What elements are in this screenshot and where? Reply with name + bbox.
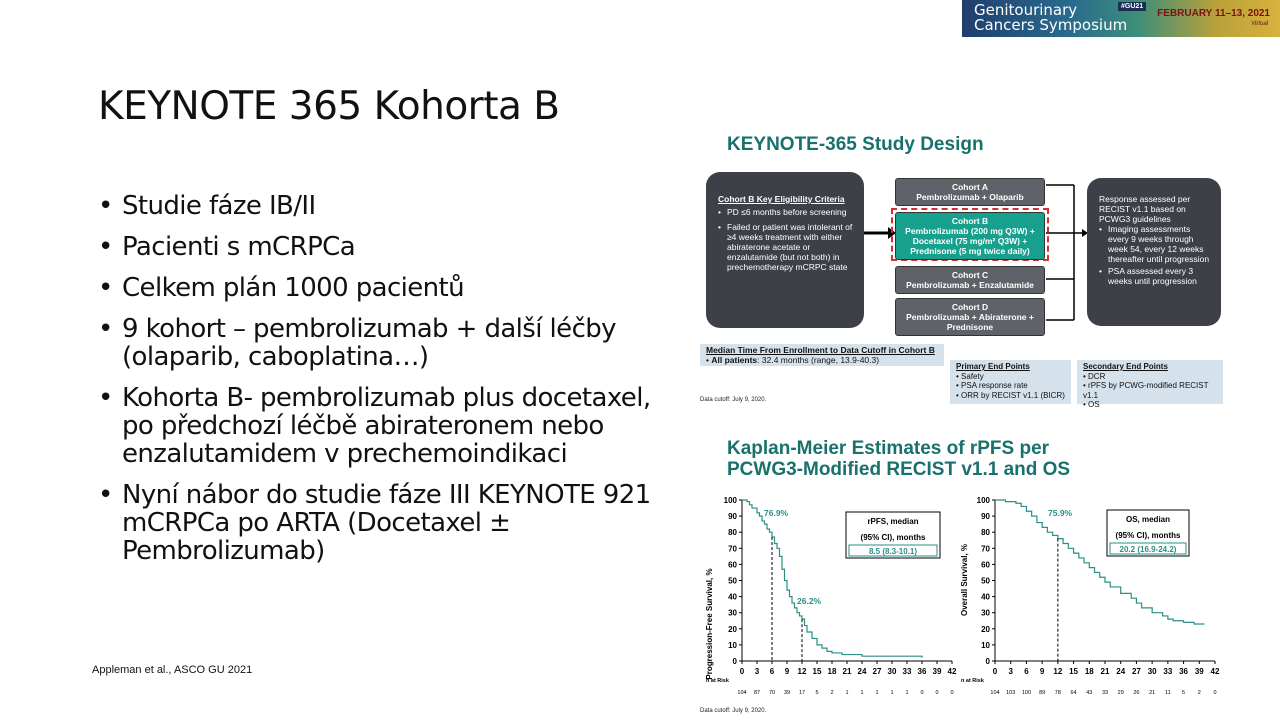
x-tick-label: 9 — [784, 667, 790, 676]
rpfs-ylabel: Progression-Free Survival, % — [705, 568, 714, 680]
cohort-c-box — [895, 266, 1045, 294]
x-tick-label: 42 — [947, 667, 957, 676]
bullet-dot: • — [98, 480, 113, 510]
km-title-line2: PCWG3-Modified RECIST v1.1 and OS — [727, 459, 1071, 480]
bullet-dot: • — [98, 232, 113, 262]
cohort-c-label: Cohort C — [951, 270, 989, 280]
secondary-heading: Secondary End Points — [1083, 362, 1168, 371]
design-cutoff: Data cutoff: July 9, 2020. — [700, 397, 767, 403]
x-tick-label: 36 — [1179, 667, 1189, 676]
x-tick-label: 12 — [1053, 667, 1063, 676]
at-risk-count: 5 — [1182, 690, 1186, 696]
x-tick-label: 3 — [1008, 667, 1013, 676]
cohort-a-label: Cohort A — [951, 182, 989, 192]
at-risk-count: 89 — [1039, 690, 1046, 696]
km-title-line1: Kaplan-Meier Estimates of rPFS per — [727, 438, 1050, 459]
y-tick-label: 10 — [728, 640, 737, 650]
banner-virtual: Virtual — [1251, 21, 1268, 27]
study-design-title: KEYNOTE-365 Study Design — [727, 134, 984, 155]
x-tick-label: 18 — [827, 667, 837, 676]
banner-line2: Cancers Symposium — [974, 16, 1128, 34]
at-risk-count: 104 — [737, 690, 747, 696]
x-tick-label: 15 — [812, 667, 822, 676]
cohort-b-label: Cohort B — [951, 216, 989, 226]
x-tick-label: 36 — [917, 667, 927, 676]
x-tick-label: 33 — [1163, 667, 1173, 676]
at-risk-count: 1 — [905, 690, 909, 696]
eligibility-heading: Cohort B Key Eligibility Criteria — [718, 194, 845, 204]
eligibility-item: • Failed or patient was intolerant of ≥4 weeks treatment with either abiraterone acetate or enzalutamide (but not both) in prechemotherapy mCRPC state — [718, 222, 854, 272]
symposium-banner — [962, 0, 1280, 37]
x-tick-label: 39 — [1194, 667, 1204, 676]
cohort-c-regimen: Pembrolizumab + Enzalutamide — [906, 280, 1034, 290]
bullet-dot: • — [98, 191, 113, 221]
bullet-item — [98, 315, 658, 371]
at-risk-count: 17 — [798, 690, 806, 696]
rpfs-annotation-12m: 26.2% — [797, 596, 822, 606]
secondary-item-text: DCR — [1088, 371, 1106, 381]
x-tick-label: 27 — [1131, 667, 1141, 676]
at-risk-count: 104 — [990, 690, 1000, 696]
cohort-b-box — [895, 212, 1045, 260]
os-legend-sub: (95% CI), months — [1115, 531, 1181, 540]
os-x-ticks — [993, 661, 1220, 676]
median-followup-box — [700, 344, 944, 366]
bullet-item — [98, 274, 658, 302]
secondary-item: • OS — [1083, 400, 1100, 409]
secondary-item: • rPFS by PCWG-modified RECIST v1.1 — [1083, 381, 1209, 400]
x-tick-label: 30 — [1147, 667, 1157, 676]
rpfs-at-risk-row — [737, 690, 953, 696]
citation: Appleman et al., ASCO GU 2021 — [92, 664, 253, 676]
median-value: : 32.4 months (range, 13.9-40.3) — [757, 355, 880, 365]
rpfs-legend-value: 8.5 (8.3-10.1) — [868, 547, 918, 556]
y-tick-label: 50 — [728, 576, 737, 586]
cohort-d-label: Cohort D — [951, 302, 989, 312]
at-risk-count: 103 — [1006, 690, 1016, 696]
bullet-text: Celkem plán 1000 pacientů — [122, 273, 465, 303]
cohort-a-box — [895, 178, 1045, 206]
rpfs-km-plot — [700, 490, 955, 700]
at-risk-count: 43 — [1086, 690, 1093, 696]
at-risk-count: 70 — [768, 690, 776, 696]
x-tick-label: 6 — [1024, 667, 1029, 676]
os-ylabel: Overall Survival, % — [960, 543, 969, 617]
banner-date: FEBRUARY 11–13, 2021 — [1157, 8, 1270, 19]
cohort-d-line1: Pembrolizumab + Abiraterone + — [906, 312, 1034, 322]
cohort-d-box — [895, 298, 1045, 336]
y-tick-label: 20 — [728, 624, 737, 634]
os-km-plot — [955, 490, 1220, 700]
primary-item: • ORR by RECIST v1.1 (BICR) — [956, 390, 1065, 400]
os-legend-title: OS, median — [1125, 515, 1171, 524]
bullet-text: Pacienti s mCRPCa — [122, 232, 356, 262]
y-tick-label: 70 — [728, 544, 737, 554]
response-item: • Imaging assessments every 9 weeks through week 54, every 12 weeks thereafter until progression — [1099, 224, 1211, 264]
rpfs-at-risk-label: n at Risk — [706, 678, 729, 684]
at-risk-count: 33 — [1101, 690, 1109, 696]
km-title — [727, 438, 1070, 480]
slide-title: KEYNOTE 365 Kohorta B — [98, 84, 560, 129]
y-tick-label: 100 — [723, 496, 737, 505]
at-risk-count: 29 — [1117, 690, 1124, 696]
km-cutoff: Data cutoff: July 9, 2020. — [700, 708, 767, 714]
secondary-item: • DCR — [1083, 371, 1106, 381]
at-risk-count: 0 — [935, 690, 939, 696]
median-heading: Median Time From Enrollment to Data Cutoff in Cohort B — [706, 345, 935, 355]
y-tick-label: 60 — [728, 560, 737, 570]
at-risk-count: 0 — [950, 690, 954, 696]
primary-endpoints-box — [950, 360, 1071, 404]
x-tick-label: 6 — [769, 667, 775, 676]
at-risk-count: 64 — [1070, 690, 1077, 696]
primary-item-text: Safety — [961, 371, 984, 381]
bullet-dot: • — [98, 314, 113, 344]
at-risk-count: 1 — [890, 690, 894, 696]
x-tick-label: 39 — [932, 667, 942, 676]
cohort-b-line2: Docetaxel (75 mg/m² Q3W) + — [912, 236, 1028, 246]
bullet-item — [98, 233, 658, 261]
os-legend-value: 20.2 (16.9-24.2) — [1119, 545, 1177, 554]
at-risk-count: 1 — [875, 690, 879, 696]
eligibility-box — [706, 172, 864, 328]
at-risk-count: 2 — [830, 690, 834, 696]
os-y-ticks — [977, 496, 995, 666]
at-risk-count: 0 — [920, 690, 924, 696]
y-tick-label: 0 — [732, 657, 737, 666]
primary-item: • PSA response rate — [956, 381, 1028, 390]
y-tick-label: 60 — [981, 560, 990, 570]
bullet-item — [98, 384, 658, 468]
secondary-item-text: rPFS by PCWG-modified RECIST v1.1 — [1083, 381, 1209, 400]
y-tick-label: 80 — [728, 528, 737, 538]
x-tick-label: 24 — [857, 667, 867, 676]
bullet-item — [98, 481, 658, 565]
y-tick-label: 100 — [976, 496, 990, 505]
at-risk-count: 87 — [753, 690, 761, 696]
rpfs-x-ticks — [740, 661, 957, 676]
eligibility-item: • PD ≤6 months before screening — [718, 207, 854, 217]
banner-line1: Genitourinary — [974, 1, 1078, 19]
x-tick-label: 18 — [1084, 667, 1094, 676]
os-at-risk-label: n at Risk — [961, 678, 984, 684]
cohort-d-line2: Prednisone — [946, 322, 994, 332]
response-intro: Response assessed per RECIST v1.1 based on PCWG3 guidelines — [1099, 194, 1191, 224]
rpfs-annotation-6m: 76.9% — [764, 508, 789, 518]
y-tick-label: 90 — [728, 512, 737, 522]
y-tick-label: 90 — [981, 512, 990, 522]
bullet-text: Studie fáze IB/II — [122, 191, 316, 221]
at-risk-count: 78 — [1054, 690, 1061, 696]
x-tick-label: 21 — [1100, 667, 1110, 676]
cohort-b-line3: Prednisone (5 mg twice daily) — [910, 246, 1030, 256]
bullet-text: Nyní nábor do studie fáze III KEYNOTE 921 mCRPCa po ARTA (Docetaxel ± Pembrolizumab) — [122, 480, 651, 566]
x-tick-label: 3 — [754, 667, 760, 676]
bullet-dot: • — [98, 273, 113, 303]
banner-tag: #GU21 — [1118, 2, 1146, 11]
os-at-risk-row — [990, 690, 1216, 696]
secondary-endpoints-box — [1077, 360, 1223, 409]
at-risk-count: 5 — [815, 690, 819, 696]
bullet-item — [98, 192, 658, 220]
rpfs-y-ticks — [724, 496, 742, 666]
at-risk-count: 1 — [860, 690, 864, 696]
at-risk-count: 0 — [1213, 690, 1217, 696]
primary-heading: Primary End Points — [956, 362, 1030, 371]
x-tick-label: 0 — [992, 667, 998, 676]
primary-item-text: ORR by RECIST v1.1 (BICR) — [961, 390, 1065, 400]
at-risk-count: 2 — [1197, 690, 1201, 696]
rpfs-legend-title: rPFS, median — [867, 517, 919, 526]
banner-title — [974, 3, 1127, 33]
y-tick-label: 40 — [981, 592, 990, 602]
x-tick-label: 21 — [842, 667, 852, 676]
x-tick-label: 0 — [739, 667, 745, 676]
y-tick-label: 40 — [728, 592, 737, 602]
x-tick-label: 15 — [1069, 667, 1079, 676]
y-tick-label: 30 — [981, 608, 990, 618]
cohort-b-line1: Pembrolizumab (200 mg Q3W) + — [905, 226, 1035, 236]
response-item: • PSA assessed every 3 weeks until progression — [1099, 266, 1211, 286]
rpfs-legend-sub: (95% CI), months — [860, 533, 926, 542]
median-label: All patients — [711, 355, 758, 365]
at-risk-count: 39 — [783, 690, 791, 696]
at-risk-count: 26 — [1133, 690, 1140, 696]
at-risk-count: 1 — [845, 690, 849, 696]
bullet-dot: • — [98, 383, 113, 413]
y-tick-label: 30 — [728, 608, 737, 618]
at-risk-count: 100 — [1021, 690, 1032, 696]
y-tick-label: 20 — [981, 624, 990, 634]
os-annotation-12m: 75.9% — [1048, 508, 1073, 518]
x-tick-label: 9 — [1039, 667, 1045, 676]
bullet-list — [98, 192, 658, 578]
secondary-item-text: OS — [1088, 400, 1100, 409]
primary-item: • Safety — [956, 371, 984, 381]
median-line: • All patients: 32.4 months (range, 13.9-40.3) — [706, 355, 880, 365]
x-tick-label: 33 — [902, 667, 912, 676]
x-tick-label: 24 — [1116, 667, 1126, 676]
x-tick-label: 27 — [872, 667, 882, 676]
x-tick-label: 12 — [797, 667, 807, 676]
cohort-a-regimen: Pembrolizumab + Olaparib — [916, 192, 1024, 202]
y-tick-label: 70 — [981, 544, 990, 554]
primary-item-text: PSA response rate — [961, 381, 1028, 390]
at-risk-count: 21 — [1149, 690, 1156, 696]
response-box — [1087, 178, 1221, 326]
bullet-text: 9 kohort – pembrolizumab + další léčby (olaparib, caboplatina…) — [122, 314, 616, 372]
y-tick-label: 10 — [981, 640, 990, 650]
y-tick-label: 80 — [981, 528, 990, 538]
x-tick-label: 30 — [887, 667, 897, 676]
x-tick-label: 42 — [1210, 667, 1220, 676]
bullet-text: Kohorta B- pembrolizumab plus docetaxel, po předchozí léčbě abirateronem nebo enzalutamidem v prechemoindikaci — [122, 383, 651, 469]
y-tick-label: 50 — [981, 576, 990, 586]
y-tick-label: 0 — [985, 657, 990, 666]
at-risk-count: 11 — [1164, 690, 1171, 696]
